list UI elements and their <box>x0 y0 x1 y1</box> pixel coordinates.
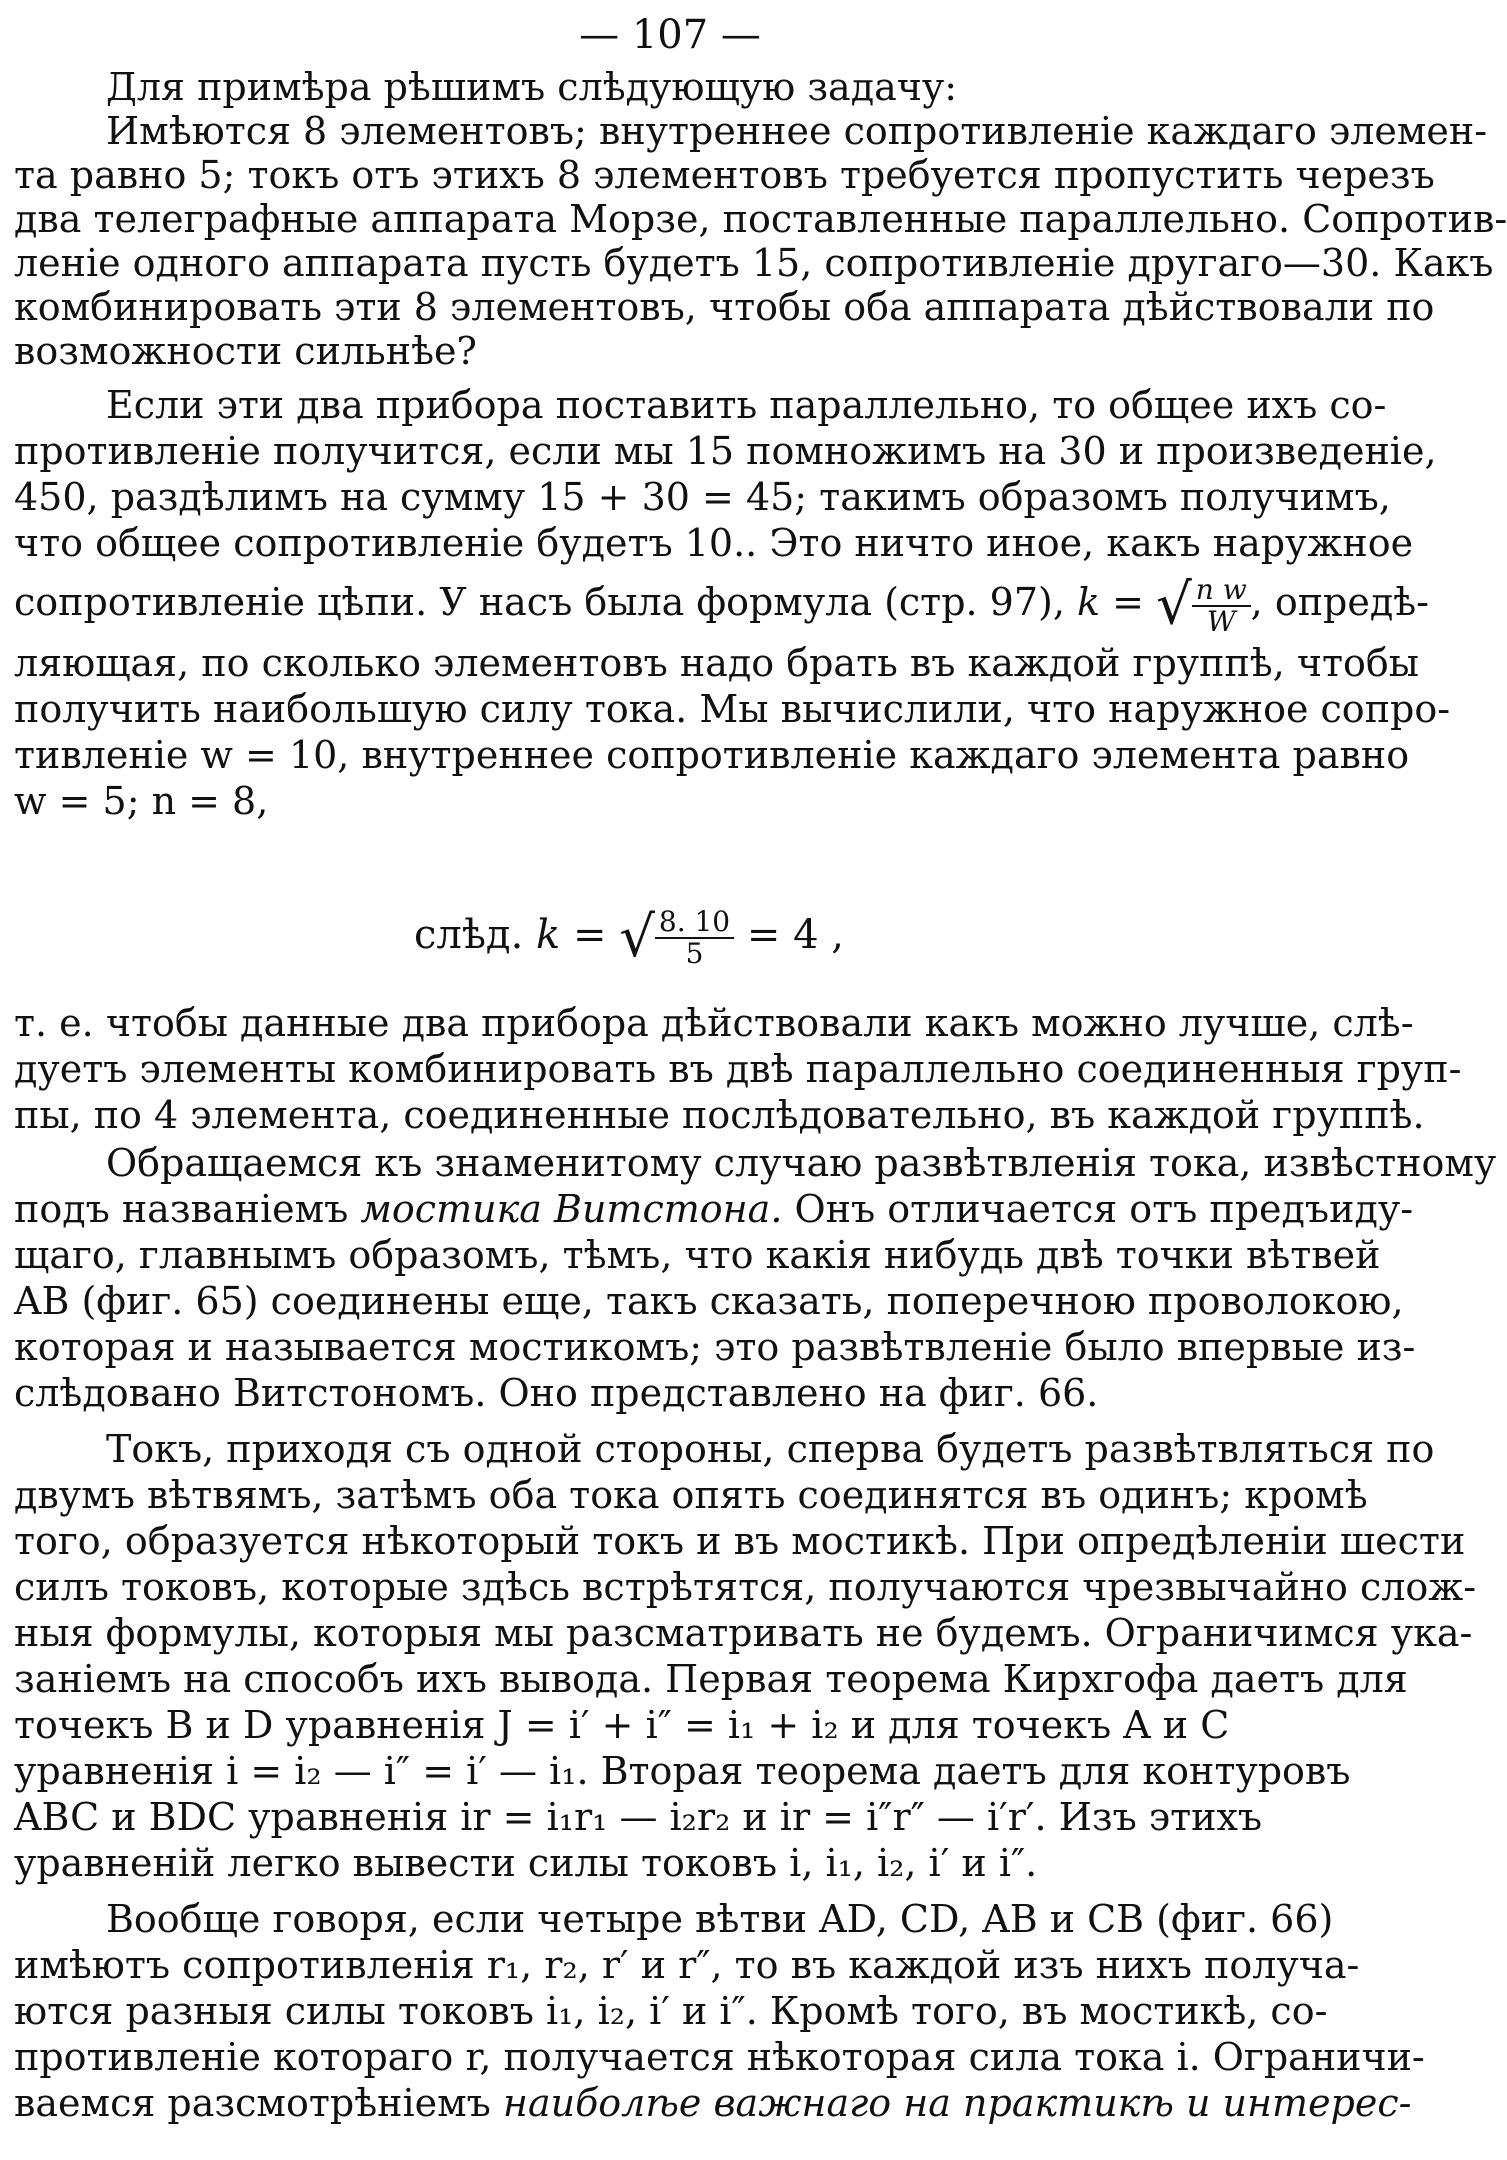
fraction-numerator: n w <box>1192 575 1251 607</box>
formula-prefix: слѣд. <box>414 912 524 958</box>
book-page <box>14 0 1507 2160</box>
formula-text: сопротивленіе цѣпи. У насъ была формула (стр. 97), <box>14 580 1065 624</box>
text-line: Имѣются 8 элементовъ; внутреннее сопротивленіе каждаго элемен- <box>106 109 1488 153</box>
text-line: что общее сопротивленіе будетъ 10.. Это ничто иное, какъ наружное <box>14 521 1414 565</box>
text-line: точекъ B и D уравненія J = i′ + i″ = i₁ + i₂ и для точекъ A и C <box>14 1703 1230 1747</box>
radical-icon: √ <box>1156 572 1192 638</box>
text-line: ются разныя силы токовъ i₁, i₂, i′ и i″. Кромѣ того, въ мостикѣ, со- <box>14 1989 1328 2033</box>
text-line: дуетъ элементы комбинировать въ двѣ параллельно соединенныя груп- <box>14 1047 1462 1091</box>
text-line: та равно 5; токъ отъ этихъ 8 элементовъ требуется пропустить черезъ <box>14 153 1435 197</box>
text-line: пы, по 4 элемента, соединенные послѣдовательно, въ каждой группѣ. <box>14 1093 1425 1137</box>
text-line: леніе одного аппарата пусть будетъ 15, сопротивленіе другаго—30. Какъ <box>14 241 1494 285</box>
text-line-wheatstone <box>14 1186 1413 1232</box>
text-line: которая и называется мостикомъ; это развѣтвленіе было впервые из- <box>14 1325 1416 1369</box>
formula-line <box>14 572 1430 638</box>
formula-result: = 4 , <box>746 912 844 958</box>
italic-term: мостика Витстона. <box>360 1187 783 1231</box>
text-line: два телеграфные аппарата Морзе, поставленные параллельно. Сопротив- <box>14 197 1507 241</box>
text-line: противленіе котораго r, получается нѣкоторая сила тока i. Ограничи- <box>14 2035 1425 2079</box>
text-fragment: ваемся разсмотрѣніемъ <box>14 2081 491 2125</box>
text-line: комбинировать эти 8 элементовъ, чтобы оба аппарата дѣйствовали по <box>14 285 1435 329</box>
formula-k: k = <box>536 912 607 958</box>
formula-text-after: , опредѣ- <box>1250 580 1430 624</box>
text-line: щаго, главнымъ образомъ, тѣмъ, что какія нибудь двѣ точки вѣтвей <box>14 1233 1381 1277</box>
text-line: двумъ вѣтвямъ, затѣмъ оба тока опять соединятся въ одинъ; кромѣ <box>14 1473 1368 1517</box>
text-line: слѣдовано Витстономъ. Оно представлено на фиг. 66. <box>14 1371 1099 1415</box>
text-line: силъ токовъ, которые здѣсь встрѣтятся, получаются чрезвычайно слож- <box>14 1565 1477 1609</box>
text-line: уравненій легко вывести силы токовъ i, i₁, i₂, i′ и i″. <box>14 1841 1038 1885</box>
text-line: w = 5; n = 8, <box>14 779 269 823</box>
formula-k-calc <box>414 880 844 990</box>
text-line: имѣютъ сопротивленія r₁, r₂, r′ и r″, то въ каждой изъ нихъ получа- <box>14 1943 1360 1987</box>
text-line: уравненія i = i₂ — i″ = i′ — i₁. Вторая теорема даетъ для контуровъ <box>14 1749 1351 1793</box>
text-fragment: Онъ отличается отъ предъиду- <box>794 1187 1414 1231</box>
text-line: получить наибольшую силу тока. Мы вычислили, что наружное сопро- <box>14 687 1451 731</box>
fraction <box>1192 572 1251 638</box>
text-line: возможности сильнѣе? <box>14 329 477 373</box>
text-line: ныя формулы, которыя мы разсматривать не будемъ. Ограничимся ука- <box>14 1611 1473 1655</box>
text-line: ABC и BDC уравненія ir = i₁r₁ — i₂r₂ и ir = i″r″ — i′r′. Изъ этихъ <box>14 1795 1263 1839</box>
text-line: Вообще говоря, если четыре вѣтви AD, CD, AB и CB (фиг. 66) <box>106 1897 1334 1941</box>
text-line-last <box>14 2080 1412 2126</box>
radical-icon: √ <box>619 905 655 970</box>
text-line: ляющая, по сколько элементовъ надо брать въ каждой группѣ, чтобы <box>14 641 1420 685</box>
text-line: Токъ, приходя съ одной стороны, сперва будетъ развѣтвляться по <box>106 1427 1435 1471</box>
fraction-denominator: 5 <box>685 937 704 970</box>
text-line: Обращаемся къ знаменитому случаю развѣтвленія тока, извѣстному <box>106 1141 1497 1185</box>
text-line: противленіе получится, если мы 15 помножимъ на 30 и произведеніе, <box>14 429 1437 473</box>
text-line: Если эти два прибора поставить параллельно, то общее ихъ со- <box>106 383 1387 427</box>
text-line: Для примѣра рѣшимъ слѣдующую задачу: <box>106 65 958 109</box>
text-fragment: подъ названіемъ <box>14 1187 349 1231</box>
fraction-denominator: W <box>1206 604 1236 638</box>
text-line: 450, раздѣлимъ на сумму 15 + 30 = 45; такимъ образомъ получимъ, <box>14 475 1391 519</box>
text-line: тивленіе w = 10, внутреннее сопротивленіе каждаго элемента равно <box>14 733 1410 777</box>
fraction-numerator: 8. 10 <box>655 907 734 939</box>
formula-k: k = <box>1077 580 1144 624</box>
text-line: AB (фиг. 65) соединены еще, такъ сказать, поперечною проволокою, <box>14 1279 1404 1323</box>
text-line: заніемъ на способъ ихъ вывода. Первая теорема Кирхгофа даетъ для <box>14 1657 1408 1701</box>
page-number: — 107 — <box>579 12 761 58</box>
text-line: т. е. чтобы данные два прибора дѣйствовали какъ можно лучше, слѣ- <box>14 1001 1414 1045</box>
text-line: того, образуется нѣкоторый токъ и въ мостикѣ. При опредѣленіи шести <box>14 1519 1466 1563</box>
fraction <box>655 907 734 969</box>
italic-term: наиболѣе важнаго на практикѣ и интерес- <box>502 2081 1412 2125</box>
